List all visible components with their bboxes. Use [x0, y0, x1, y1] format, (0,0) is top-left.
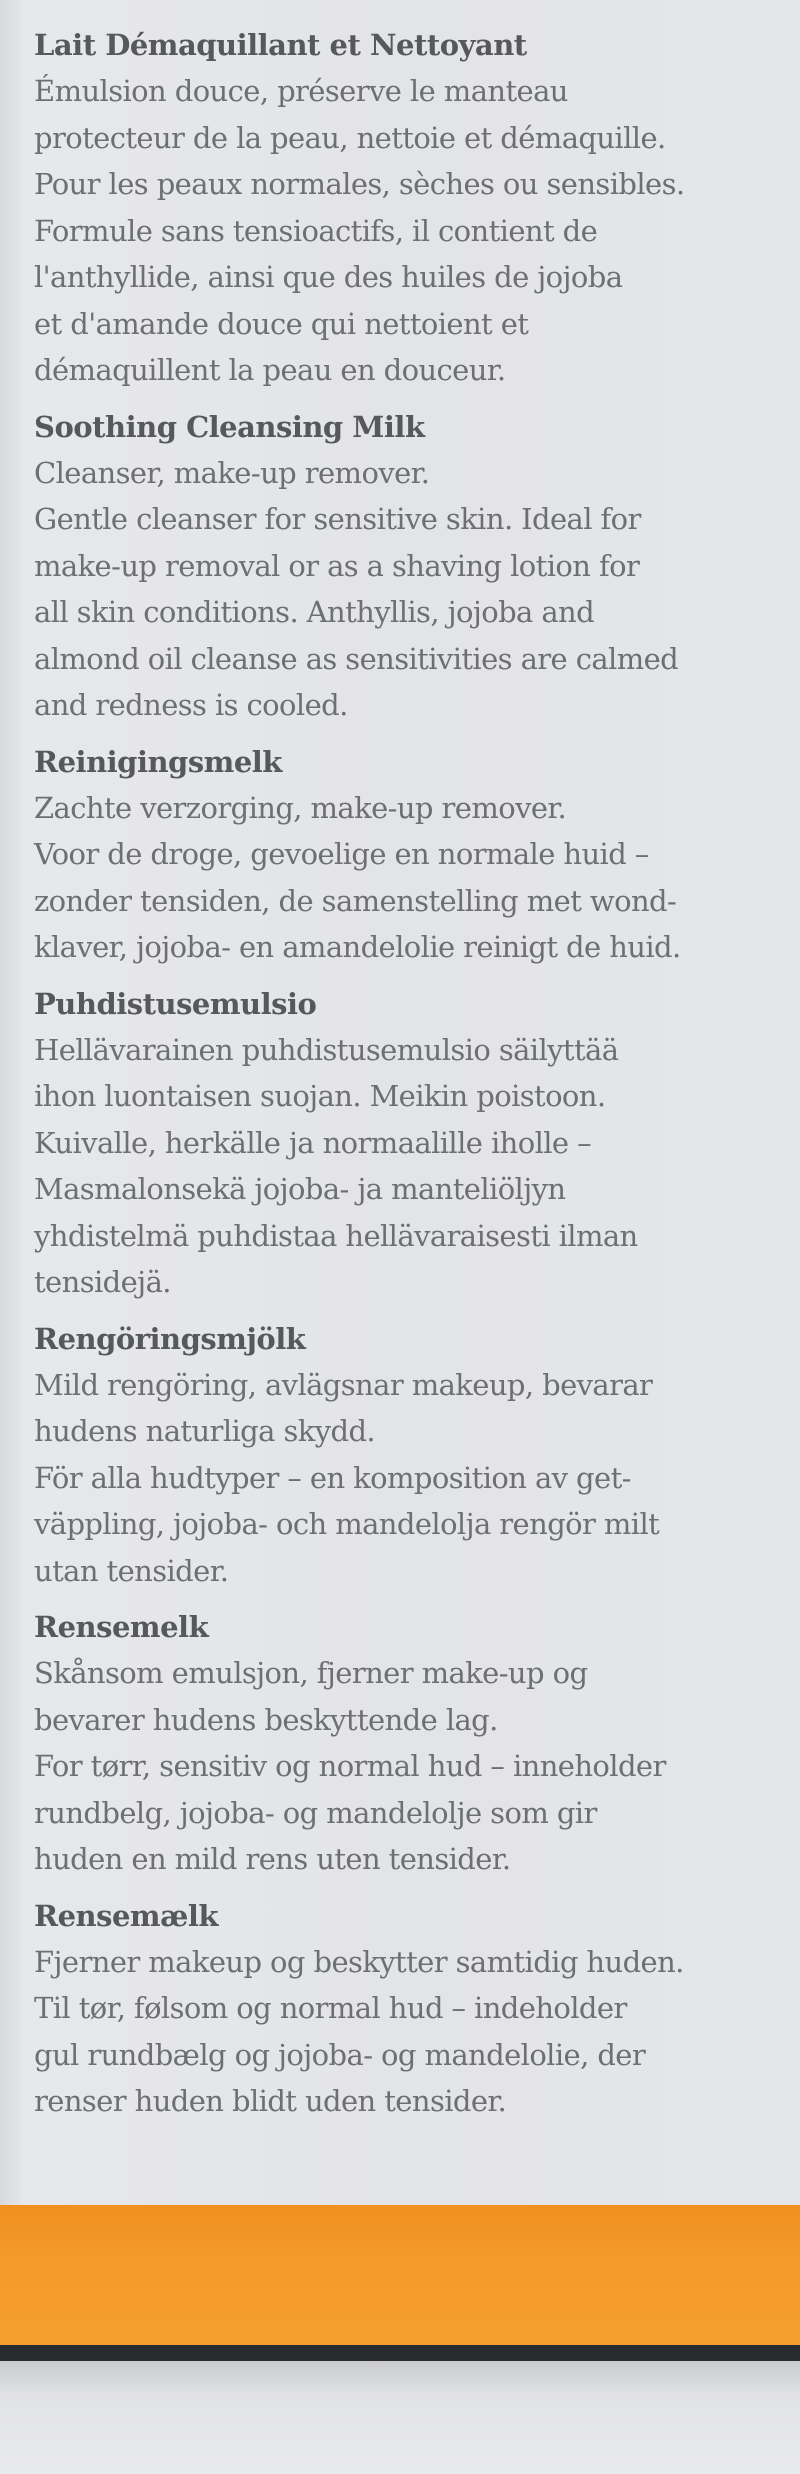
section-dutch [34, 739, 792, 971]
text-line: klaver, jojoba- en amandelolie reinigt de huid. [34, 930, 681, 964]
text-line: Til tør, følsom og normal hud – indeholder [34, 1991, 627, 2025]
section-heading: Rensemælk [34, 1898, 218, 1933]
text-line: renser huden blidt uden tensider. [34, 2084, 507, 2118]
panel-shadow-edge [0, 0, 22, 2205]
text-line: almond oil cleanse as sensitivities are calmed [34, 641, 679, 676]
text-line: et d'amande douce qui nettoient et [34, 306, 529, 341]
text-line: protecteur de la peau, nettoie et démaquille. [34, 120, 666, 155]
text-line: and redness is cooled. [34, 688, 348, 722]
text-line: gul rundbælg og jojoba- og mandelolie, der [34, 2037, 646, 2072]
text-line: huden en mild rens uten tensider. [34, 1842, 511, 1876]
text-line: väppling, jojoba- och mandelolja rengör milt [34, 1507, 660, 1541]
text-line: all skin conditions. Anthyllis, jojoba and [34, 595, 595, 629]
text-line: yhdistelmä puhdistaa hellävaraisesti ilman [34, 1218, 638, 1253]
text-line: Skånsom emulsjon, fjerner make-up og [34, 1656, 588, 1690]
orange-band [0, 2205, 800, 2345]
dark-divider [0, 2345, 800, 2361]
section-french [34, 22, 792, 394]
text-line: Gentle cleanser for sensitive skin. Ideal for [34, 502, 641, 536]
text-line: Émulsion douce, préserve le manteau [34, 74, 568, 108]
section-heading: Puhdistusemulsio [34, 986, 317, 1021]
bottom-strip [0, 2361, 800, 2474]
text-line: bevarer hudens beskyttende lag. [34, 1702, 498, 1737]
text-line: utan tensider. [34, 1553, 229, 1588]
text-line: démaquillent la peau en douceur. [34, 353, 506, 387]
section-english [34, 404, 792, 729]
section-heading: Rensemelk [34, 1610, 209, 1644]
text-line: tensidejä. [34, 1265, 171, 1299]
section-danish [34, 1893, 792, 2125]
text-line: Masmalonsekä jojoba- ja manteliöljyn [34, 1172, 566, 1206]
text-line: Voor de droge, gevoelige en normale huid – [34, 837, 649, 871]
text-line: Formule sans tensioactifs, il contient de [34, 213, 598, 248]
text-line: Kuivalle, herkälle ja normaalille iholle – [34, 1125, 591, 1160]
section-heading: Soothing Cleansing Milk [34, 409, 425, 444]
text-line: Mild rengöring, avlägsnar makeup, bevarar [34, 1367, 653, 1402]
text-line: Fjerner makeup og beskytter samtidig huden. [34, 1944, 684, 1979]
text-line: hudens naturliga skydd. [34, 1414, 376, 1448]
text-line: Zachte verzorging, make-up remover. [34, 790, 567, 825]
section-swedish [34, 1316, 792, 1595]
text-line: Pour les peaux normales, sèches ou sensibles. [34, 167, 685, 201]
product-description-text [34, 22, 792, 2135]
text-line: make-up removal or as a shaving lotion for [34, 548, 640, 583]
section-heading: Rengöringsmjölk [34, 1321, 306, 1356]
text-line: ihon luontaisen suojan. Meikin poistoon. [34, 1079, 606, 1113]
text-line: zonder tensiden, de samenstelling met wond- [34, 883, 677, 918]
text-line: Hellävarainen puhdistusemulsio säilyttää [34, 1032, 619, 1067]
text-line: l'anthyllide, ainsi que des huiles de jojoba [34, 260, 623, 294]
text-line: Cleanser, make-up remover. [34, 455, 430, 490]
section-finnish [34, 981, 792, 1306]
text-line: rundbelg, jojoba- og mandelolje som gir [34, 1795, 597, 1830]
section-norwegian [34, 1604, 792, 1883]
text-line: For tørr, sensitiv og normal hud – inneholder [34, 1749, 666, 1783]
section-heading: Reinigingsmelk [34, 744, 282, 779]
section-heading: Lait Démaquillant et Nettoyant [34, 28, 527, 62]
text-line: För alla hudtyper – en komposition av get- [34, 1460, 631, 1495]
